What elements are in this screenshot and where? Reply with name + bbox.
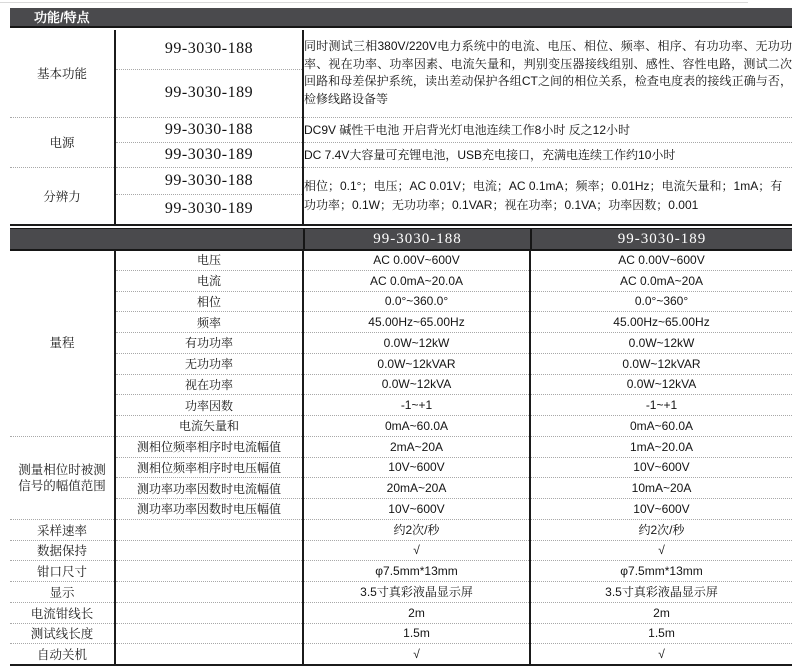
section-label-power-supply: 电源 <box>10 117 115 167</box>
spec-table-row <box>10 582 792 603</box>
spec-value-model-188: √ <box>303 644 530 665</box>
spec-param-label: 电流矢量和 <box>115 416 303 437</box>
spec-param-label: 自动关机 <box>10 644 115 665</box>
spec-value-model-188: 10V~600V <box>303 499 530 520</box>
spec-value-model-189: 约2次/秒 <box>530 519 792 540</box>
spec-table-row <box>10 623 792 644</box>
spec-param-label: 视在功率 <box>115 374 303 395</box>
spec-value-model-189: 0mA~60.0A <box>530 416 792 437</box>
top-divider-line <box>0 2 748 3</box>
spec-param-label: 测功率功率因数时电流幅值 <box>115 478 303 499</box>
spec-value-model-188: √ <box>303 540 530 561</box>
spec-param-label: 电压 <box>115 250 303 270</box>
features-header-title: 功能/特点 <box>34 10 90 25</box>
spec-table-row <box>10 312 792 333</box>
spec-param-label: 测试线长度 <box>10 623 115 644</box>
spec-value-model-189: 0.0°~360° <box>530 291 792 312</box>
power-supply-spec-188: DC9V 碱性干电池 开启背光灯电池连续工作8小时 反之12小时 <box>303 117 792 142</box>
spec-param-label: 有功功率 <box>115 333 303 354</box>
spec-value-model-188: 0.0W~12kVA <box>303 374 530 395</box>
spec-table-row <box>10 644 792 665</box>
spec-table-row <box>10 395 792 416</box>
spec-value-model-188: 0.0W~12kW <box>303 333 530 354</box>
spec-empty-cell <box>115 519 303 540</box>
models-header-bar <box>10 228 792 251</box>
spec-table-row <box>10 333 792 354</box>
basic-functions-description: 同时测试三相380V/220V电力系统中的电流、电压、相位、频率、相序、有功功率、无功功率、视在功率、功率因素、电流矢量和，判别变压器接线组别、感性、容性电路，测试二次回路和母差保护系统，读出差动保护各组CT之间的相位关系，检查电度表的接线正确与否，检修线路设备等 <box>303 30 792 117</box>
spec-value-model-188: 1.5m <box>303 623 530 644</box>
spec-value-model-188: 10V~600V <box>303 457 530 478</box>
spec-table-row <box>10 416 792 437</box>
spec-value-model-189: 45.00Hz~65.00Hz <box>530 312 792 333</box>
spec-value-model-189: √ <box>658 647 665 662</box>
spec-value-model-188: 约2次/秒 <box>303 519 530 540</box>
spec-value-model-189: -1~+1 <box>530 395 792 416</box>
spec-value-model-189: AC 0.0mA~20A <box>530 270 792 291</box>
spec-param-label: 显示 <box>10 582 115 603</box>
spec-table <box>10 250 792 666</box>
model-number-189: 99-3030-189 <box>115 142 303 167</box>
spec-value-model-189: √ <box>530 540 792 561</box>
spec-table-row <box>10 602 792 623</box>
spec-table-row <box>10 499 792 520</box>
features-table <box>10 30 792 226</box>
section-label-resolution: 分辨力 <box>10 167 115 225</box>
spec-value-model-188: 0mA~60.0A <box>303 416 530 437</box>
spec-value-model-189: 1.5m <box>530 623 792 644</box>
spec-value-model-188: 0.0°~360.0° <box>303 291 530 312</box>
spec-value-model-188: AC 0.0mA~20.0A <box>303 270 530 291</box>
resolution-description: 相位；0.1°；电压；AC 0.01V；电流；AC 0.1mA；频率；0.01Hz；电流矢量和；1mA；有功功率；0.1W；无功功率；0.1VAR；视在功率；0.1VA；功率因数；0.001 <box>304 178 783 212</box>
spec-param-label: 电流钳线长 <box>10 602 115 623</box>
spec-value-model-188: 2m <box>303 602 530 623</box>
spec-value-model-188: 45.00Hz~65.00Hz <box>303 312 530 333</box>
spec-value-model-188: φ7.5mm*13mm <box>303 561 530 582</box>
spec-param-label: 无功功率 <box>115 353 303 374</box>
spec-value-model-189: 3.5寸真彩液晶显示屏 <box>530 582 792 603</box>
spec-empty-cell <box>115 582 303 603</box>
column-header-model-189: 99-3030-189 <box>530 229 792 249</box>
spec-value-model-189: φ7.5mm*13mm <box>530 561 792 582</box>
spec-group-label: 测量相位时被测信号的幅值范围 <box>10 436 115 519</box>
spec-empty-cell <box>115 644 303 665</box>
spec-value-model-189: 0.0W~12kVAR <box>530 353 792 374</box>
spec-param-label: 功率因数 <box>115 395 303 416</box>
spec-value-model-189: AC 0.00V~600V <box>530 250 792 270</box>
spec-table-row <box>10 519 792 540</box>
power-supply-spec-189: DC 7.4V大容量可充锂电池，USB充电接口，充满电连续工作约10小时 <box>303 142 792 167</box>
spec-param-label: 数据保持 <box>10 540 115 561</box>
spec-value-model-189: 0.0W~12kVA <box>530 374 792 395</box>
spec-value-model-188: -1~+1 <box>303 395 530 416</box>
spec-param-label: 采样速率 <box>10 519 115 540</box>
spec-param-label: 频率 <box>115 312 303 333</box>
spec-value-model-188: 20mA~20A <box>303 478 530 499</box>
model-number-188: 99-3030-188 <box>115 117 303 142</box>
spec-param-label: 测功率功率因数时电压幅值 <box>115 499 303 520</box>
spec-empty-cell <box>115 623 303 644</box>
spec-empty-cell <box>115 602 303 623</box>
spec-value-model-189: 10V~600V <box>530 457 792 478</box>
spec-param-label: 电流 <box>115 270 303 291</box>
features-header-bar <box>10 8 792 28</box>
model-number-189: 99-3030-189 <box>115 194 303 225</box>
spec-param-label: 测相位频率相序时电流幅值 <box>115 436 303 457</box>
spec-table-row <box>10 353 792 374</box>
spec-param-label: 钳口尺寸 <box>10 561 115 582</box>
model-number-188: 99-3030-188 <box>115 30 303 69</box>
spec-table-row <box>10 457 792 478</box>
column-header-model-188: 99-3030-188 <box>303 229 530 249</box>
spec-table-row <box>10 374 792 395</box>
spec-value-model-188: 2mA~20A <box>303 436 530 457</box>
spec-table-row <box>10 478 792 499</box>
models-header-empty-cell <box>10 229 303 249</box>
spec-group-label: 量程 <box>10 250 115 436</box>
spec-table-row <box>10 250 792 270</box>
spec-value-model-188: 3.5寸真彩液晶显示屏 <box>303 582 530 603</box>
spec-value-model-189: 1mA~20.0A <box>530 436 792 457</box>
spec-table-row <box>10 540 792 561</box>
spec-value-model-189: 2m <box>530 602 792 623</box>
spec-empty-cell <box>115 561 303 582</box>
spec-empty-cell <box>115 540 303 561</box>
spec-value-model-189: 0.0W~12kW <box>530 333 792 354</box>
model-number-188: 99-3030-188 <box>115 167 303 194</box>
spec-table-row <box>10 270 792 291</box>
spec-value-model-189: 10V~600V <box>530 499 792 520</box>
spec-param-label: 相位 <box>115 291 303 312</box>
spec-value-model-188: AC 0.00V~600V <box>303 250 530 270</box>
spec-value-model-188: 0.0W~12kVAR <box>303 353 530 374</box>
spec-value-model-189: 10mA~20A <box>530 478 792 499</box>
spec-table-row <box>10 291 792 312</box>
model-number-189: 99-3030-189 <box>115 69 303 117</box>
spec-table-row <box>10 436 792 457</box>
spec-param-label: 测相位频率相序时电压幅值 <box>115 457 303 478</box>
spec-table-row <box>10 561 792 582</box>
section-label-basic-functions: 基本功能 <box>10 30 115 117</box>
